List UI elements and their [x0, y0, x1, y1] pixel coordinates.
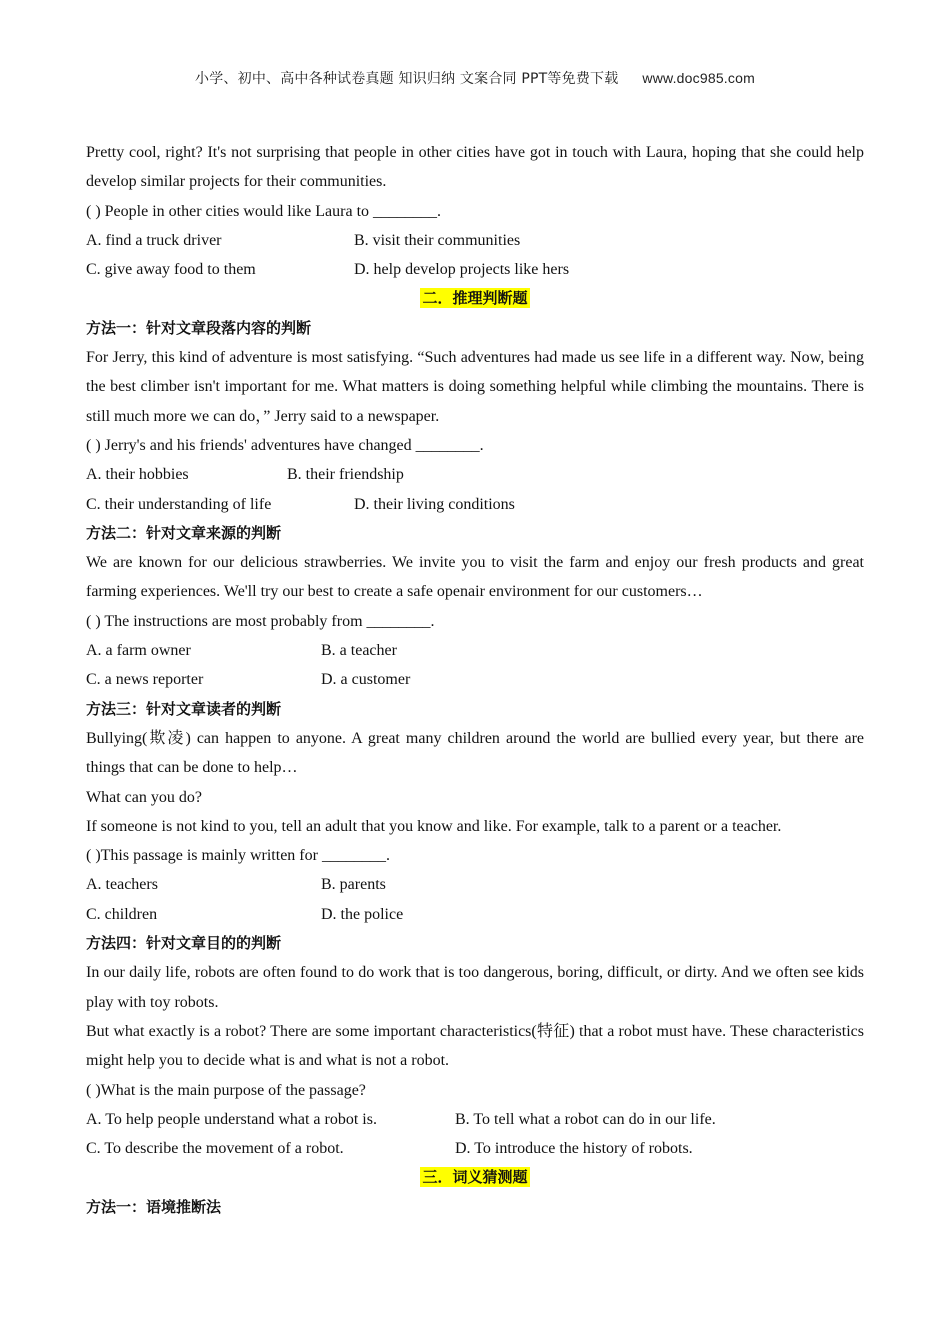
- option-c: C. their understanding of life: [86, 495, 272, 513]
- options-row: [86, 460, 864, 489]
- question: ( )This passage is mainly written for ________.: [86, 847, 390, 865]
- passage-text: But what exactly is a robot? There are some important characteristics(特征) that a robot must have. These characteristics might help you to decide what is and what is not a robot.: [86, 1022, 864, 1070]
- header-site: www.doc985.com: [642, 70, 755, 86]
- option-c: C. children: [86, 905, 158, 923]
- method-title: 方法一：针对文章段落内容的判断: [86, 318, 312, 337]
- question: ( )What is the main purpose of the passage?: [86, 1081, 366, 1099]
- passage-text: Bullying(欺凌) can happen to anyone. A great many children around the world are bullied every year, but there are things that can be done to help…: [86, 729, 864, 777]
- options-row: [86, 636, 864, 665]
- option-c: C. To describe the movement of a robot.: [86, 1140, 344, 1158]
- passage-text: In our daily life, robots are often found to do work that is too dangerous, boring, difficult, or dirty. And we often see kids play with toy robots.: [86, 964, 864, 1011]
- header-text: 小学、初中、高中各种试卷真题 知识归纳 文案合同 PPT等免费下载: [195, 71, 619, 87]
- option-b: B. parents: [321, 876, 386, 894]
- option-a: A. To help people understand what a robot is.: [86, 1110, 377, 1128]
- option-d: D. To introduce the history of robots.: [455, 1140, 693, 1158]
- option-b: B. their friendship: [287, 466, 404, 484]
- section-title: [86, 284, 864, 313]
- passage-text: We are known for our delicious strawberries. We invite you to visit the farm and enjoy our fresh products and great farming experiences. We'll try our best to create a safe openair environment for our customers…: [86, 554, 864, 601]
- passage-text: If someone is not kind to you, tell an adult that you know and like. For example, talk to a parent or a teacher.: [86, 817, 782, 835]
- method-title: 方法三：针对文章读者的判断: [86, 699, 282, 718]
- method-title: 方法一：语境推断法: [86, 1197, 222, 1216]
- page-header: [0, 68, 950, 88]
- option-d: D. help develop projects like hers: [354, 261, 570, 279]
- options-row: [86, 255, 864, 284]
- options-row: [86, 870, 864, 899]
- question: ( ) People in other cities would like Laura to ________.: [86, 202, 442, 220]
- option-b: B. visit their communities: [354, 231, 521, 249]
- options-row: [86, 226, 864, 255]
- question: ( ) The instructions are most probably from ________.: [86, 612, 435, 630]
- method-title: 方法二：针对文章来源的判断: [86, 523, 282, 542]
- option-a: A. find a truck driver: [86, 231, 222, 249]
- options-row: [86, 1105, 864, 1134]
- options-row: [86, 665, 864, 694]
- passage-text: Pretty cool, right? It's not surprising that people in other cities have got in touch with Laura, hoping that she could help develop similar projects for their communities.: [86, 144, 864, 191]
- option-d: D. a customer: [321, 671, 411, 689]
- passage-text: What can you do?: [86, 788, 202, 806]
- option-d: D. their living conditions: [354, 495, 515, 513]
- option-a: A. their hobbies: [86, 466, 189, 484]
- option-b: B. a teacher: [321, 642, 397, 660]
- section-title-text: 二．推理判断题: [422, 289, 528, 308]
- section-title-text: 三．词义猜测题: [422, 1168, 528, 1187]
- option-a: A. teachers: [86, 876, 158, 894]
- option-c: C. a news reporter: [86, 671, 204, 689]
- passage-text: For Jerry, this kind of adventure is most satisfying. “Such adventures had made us see life in a different way. Now, being the best climber isn't important for me. What matters is doing something helpful while climbing the mountains. There is still much more we can do，” Jerry said to a newspaper.: [86, 349, 864, 425]
- method-title: 方法四：针对文章目的的判断: [86, 934, 282, 953]
- document-body: [86, 138, 864, 1222]
- option-c: C. give away food to them: [86, 261, 256, 279]
- option-b: B. To tell what a robot can do in our life.: [455, 1110, 716, 1128]
- options-row: [86, 1134, 864, 1163]
- option-d: D. the police: [321, 905, 404, 923]
- option-a: A. a farm owner: [86, 642, 191, 660]
- options-row: [86, 490, 864, 519]
- section-title: [86, 1163, 864, 1192]
- options-row: [86, 900, 864, 929]
- question: ( ) Jerry's and his friends' adventures have changed ________.: [86, 436, 484, 454]
